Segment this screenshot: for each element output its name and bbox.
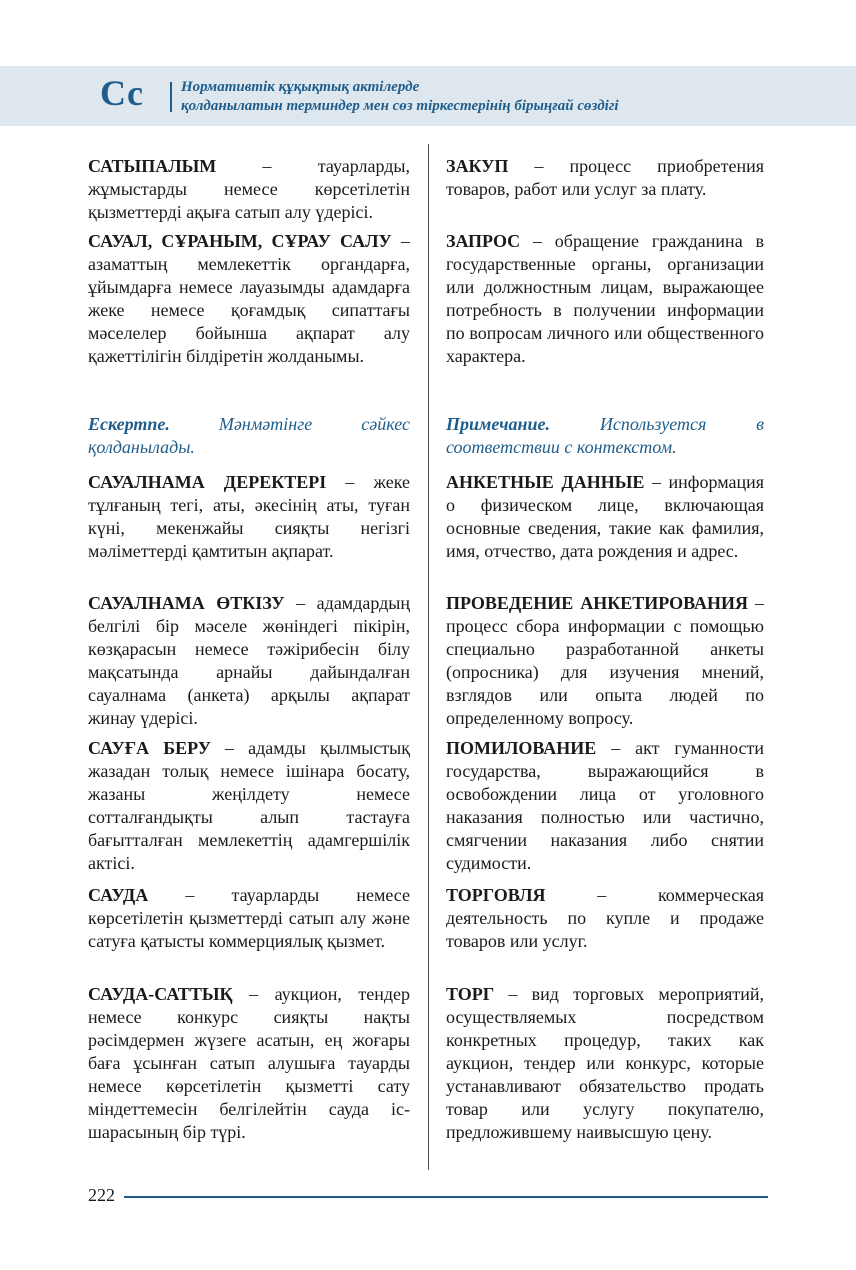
dictionary-title-line1: Нормативтік құқықтық актілерде [181,79,420,95]
page-number: 222 [88,1185,115,1205]
entry-kz-5 [88,737,410,875]
entry-kz-7 [88,983,410,1144]
entry-term: САТЫПАЛЫМ [88,156,217,176]
entry-term: ТОРГ [446,984,495,1004]
section-letter: Cc [100,73,144,113]
entry-kz-3 [88,471,410,563]
footer-rule [124,1196,768,1198]
entry-term: САУДА-САТТЫҚ [88,984,233,1004]
entry-ru-4 [446,592,764,730]
entry-definition: – тауарларды, жұмыстарды немесе көрсетілетін қызметтерді ақыға сатып алу үдерісі. [88,156,410,222]
entry-term: САУҒА БЕРУ [88,738,211,758]
entry-definition: – процесс приобретения товаров, работ или услуг за плату. [446,156,764,199]
entry-term: ТОРГОВЛЯ [446,885,546,905]
entry-definition: – коммерческая деятельность по купле и продаже товаров или услуг. [446,885,764,951]
entry-ru-7 [446,983,764,1144]
note-label: Примечание. [446,414,551,434]
entry-ru-6 [446,884,764,953]
entry-term: САУДА [88,885,149,905]
entry-term: ЗАКУП [446,156,509,176]
entry-definition: – процесс сбора информации с помощью специально разработанной анкеты (опросника) для изучения мнений, взглядов или опыта людей по определенному вопросу. [446,593,764,728]
entry-definition: – аукцион, тендер немесе конкурс сияқты нақты рәсімдермен жүзеге асатын, ең жоғары баға ұсынған сатып алушыға тауарды немесе көрсетілетін қызметті сату міндеттемесін белгілейтін сауда іс-шарасының бір түрі. [88,984,410,1142]
column-divider [428,144,429,1170]
note-text: Мәнмәтінге сәйкес қолданылады. [88,414,410,457]
entry-definition: – жеке тұлғаның тегі, аты, әкесінің аты, туған күні, мекенжайы сияқты негізгі мәліметтерді қамтитын ақпарат. [88,472,410,561]
entry-kz-0 [88,155,410,224]
dictionary-title [181,78,619,116]
entry-kz-1 [88,230,410,368]
entry-term: САУАЛНАМА ӨТКІЗУ [88,593,285,613]
entry-ru-5 [446,737,764,875]
header-divider [170,82,172,112]
note-label: Ескертпе. [88,414,170,434]
entry-term: АНКЕТНЫЕ ДАННЫЕ [446,472,645,492]
entry-ru-1 [446,230,764,368]
entry-definition: – акт гуманности государства, выражающийся в освобождении лица от уголовного наказания полностью или частично, смягчении наказания либо снятии судимости. [446,738,764,873]
entry-definition: – тауарларды немесе көрсетілетін қызметтерді сатып алу және сатуға қатысты коммерциялық қызмет. [88,885,410,951]
note-text: Используется в соответствии с контекстом. [446,414,764,457]
entry-definition: – адамды қылмыстық жазадан толық немесе ішінара босату, жазаны жеңілдету немесе сотталғандықты алып тастауға бағытталған мемлекеттің адамгершілік актісі. [88,738,410,873]
entry-kz-6 [88,884,410,953]
entry-ru-3 [446,471,764,563]
entry-definition: – информация о физическом лице, включающая основные сведения, такие как фамилия, имя, отчество, дата рождения и адрес. [446,472,764,561]
dictionary-title-line2: қолданылатын терминдер мен сөз тіркестерінің бірыңғай сөздігі [181,98,619,114]
entry-definition: – азаматтың мемлекеттік органдарға, ұйымдарға немесе лауазымды адамдарға жеке немесе қоғамдық сипаттағы мәселелер бойынша ақпарат алу қажеттілігін білдіретін жолданымы. [88,231,411,366]
entry-term: САУАЛНАМА ДЕРЕКТЕРІ [88,472,327,492]
entry-definition: – вид торговых мероприятий, осуществляемых посредством конкретных процедур, таких как аукцион, тендер или конкурс, которые устанавливают обязательство продать товар или услугу покупателю, предложившему наивысшую цену. [446,984,764,1142]
entry-ru-0 [446,155,764,201]
note-kz [88,413,410,459]
entry-definition: – адамдардың белгілі бір мәселе жөніндегі пікірін, көзқарасын немесе тәжірибесін білу мақсатында арнайы дайындалған сауалнама (анкета) арқылы ақпарат жинау үдерісі. [88,593,410,728]
entry-definition: – обращение гражданина в государственные органы, организации или должностным лицам, выражающее потребность в получении информации по вопросам личного или общественного характера. [446,231,764,366]
entry-term: ЗАПРОС [446,231,521,251]
note-ru [446,413,764,459]
entry-term: САУАЛ, СҰРАНЫМ, СҰРАУ САЛУ [88,231,392,251]
entry-term: ПРОВЕДЕНИЕ АНКЕТИРОВАНИЯ [446,593,749,613]
entry-term: ПОМИЛОВАНИЕ [446,738,597,758]
entry-kz-4 [88,592,410,730]
